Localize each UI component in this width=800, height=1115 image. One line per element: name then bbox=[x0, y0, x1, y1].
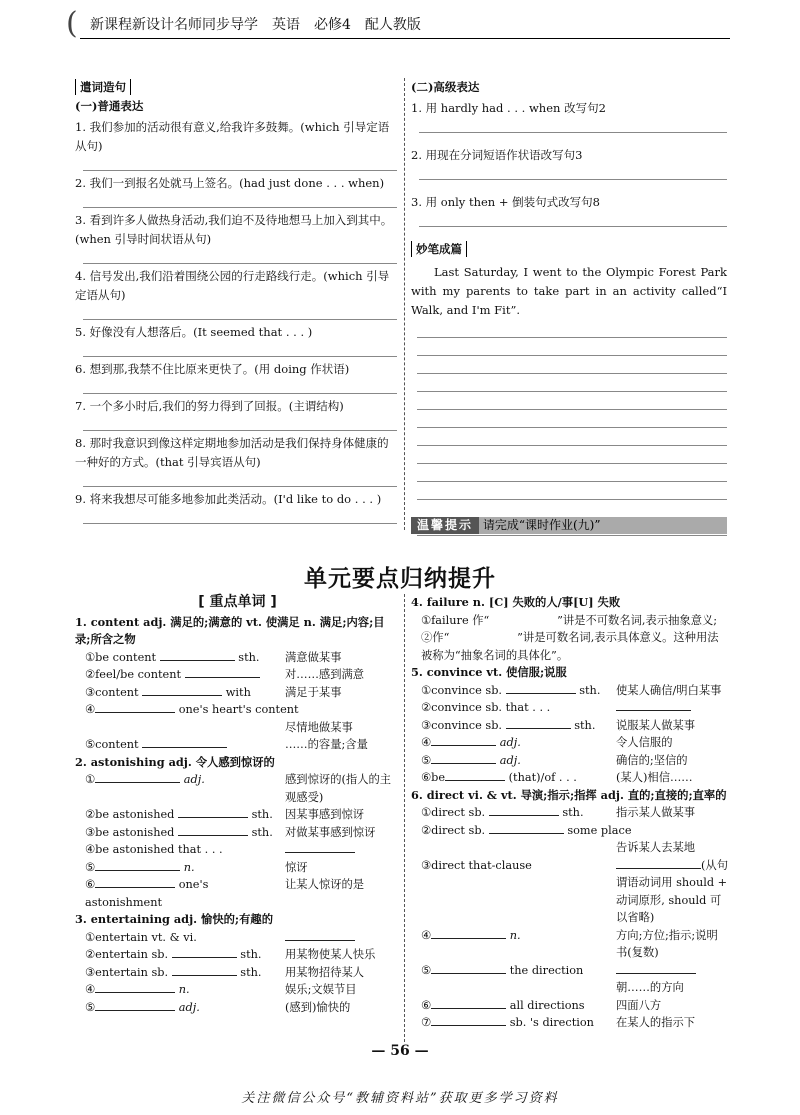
word-head: 6. direct vi. & vt. 导演;指示;指挥 adj. 直的;直接的;直率的 bbox=[411, 787, 727, 802]
exercise-item: 1. 我们参加的活动很有意义,给我许多鼓舞。(which 引导定语从句) bbox=[75, 120, 390, 153]
word-row: ②direct sb. some place bbox=[421, 823, 632, 837]
exercise-item: 9. 将来我想尽可能多地参加此类活动。(I'd like to do . . . ) bbox=[75, 492, 382, 506]
answer-line[interactable] bbox=[83, 342, 397, 357]
column-divider bbox=[404, 78, 405, 530]
word-row: ⑥ one's astonishment 让某人惊讶的是 bbox=[85, 878, 365, 909]
word-row: ②convince sb. that . . . bbox=[411, 699, 729, 717]
blank[interactable] bbox=[95, 999, 175, 1011]
header-bracket: ( bbox=[66, 6, 78, 41]
blank[interactable] bbox=[160, 649, 235, 661]
advanced-expression-section bbox=[411, 78, 727, 536]
essay-line[interactable] bbox=[417, 482, 727, 500]
word-row: ⑥be (that)/of . . . (某人)相信…… bbox=[421, 771, 693, 784]
essay-line[interactable] bbox=[417, 464, 727, 482]
word-line: ①failure 作“ ”讲是不可数名词,表示抽象意义; bbox=[421, 613, 718, 627]
answer-line[interactable] bbox=[83, 379, 397, 394]
word-row: ⑦ sb. 's direction 在某人的指示下 bbox=[421, 1016, 696, 1029]
sentence-building-section bbox=[75, 78, 397, 527]
essay-line[interactable] bbox=[417, 446, 727, 464]
column-divider bbox=[404, 594, 405, 1042]
essay-line[interactable] bbox=[417, 320, 727, 338]
blank[interactable] bbox=[616, 857, 701, 869]
tip-banner bbox=[411, 517, 727, 534]
word-row: ②feel/be content 对……感到满意 bbox=[85, 668, 365, 681]
blank[interactable] bbox=[489, 804, 559, 816]
blank[interactable] bbox=[172, 964, 237, 976]
answer-line[interactable] bbox=[83, 156, 397, 171]
page-header: 新课程新设计名师同步导学 英语 必修4 配人教版 bbox=[90, 17, 421, 33]
unit-title: 单元要点归纳提升 bbox=[304, 566, 496, 592]
word-row: ①convince sb. sth. 使某人确信/明白某事 bbox=[421, 683, 722, 697]
exercise-item: 6. 想到那,我禁不住比原来更快了。(用 doing 作状语) bbox=[75, 362, 350, 376]
blank[interactable] bbox=[431, 962, 506, 974]
blank[interactable] bbox=[489, 822, 564, 834]
word-head: 3. entertaining adj. 愉快的;有趣的 bbox=[75, 912, 273, 926]
word-row: ③direct that-clause (从句谓语动词用 should + 动词原形, should 可以省略) bbox=[421, 858, 729, 924]
blank[interactable] bbox=[178, 806, 248, 818]
tip-label: 温馨提示 bbox=[411, 517, 479, 534]
word-row: 告诉某人去某地 bbox=[616, 841, 696, 854]
word-row: ③convince sb. sth. 说服某人做某事 bbox=[421, 718, 696, 732]
word-row: ③content with 满足于某事 bbox=[85, 685, 342, 699]
exercise-item: 8. 那时我意识到像这样定期地参加活动是我们保持身体健康的一种好的方式。(that 引导宾语从句) bbox=[75, 436, 389, 469]
word-row: ⑤ adj. (感到)愉快的 bbox=[85, 1000, 351, 1014]
word-row: ⑤ adj. 确信的;坚信的 bbox=[421, 753, 688, 767]
word-row: ⑥ all directions 四面八方 bbox=[421, 998, 662, 1012]
exercise-item: 3. 看到许多人做热身活动,我们迫不及待地想马上加入到其中。(when 引导时间状语从句) bbox=[75, 213, 393, 246]
exercise-item: 1. 用 hardly had . . . when 改写句2 bbox=[411, 101, 606, 115]
word-head: 4. failure n. [C] 失败的人/事[U] 失败 bbox=[411, 595, 621, 609]
word-row: 朝……的方向 bbox=[616, 981, 684, 994]
exercise-item: 3. 用 only then + 倒装句式改写句8 bbox=[411, 195, 600, 209]
sub-title-normal: (一)普通表达 bbox=[75, 99, 144, 113]
essay-line[interactable] bbox=[417, 500, 727, 518]
keywords-right-column bbox=[411, 594, 729, 1032]
blank[interactable] bbox=[95, 876, 175, 888]
blank[interactable] bbox=[178, 824, 248, 836]
word-row: ③entertain sb. sth. 用某物招待某人 bbox=[85, 965, 365, 979]
answer-line[interactable] bbox=[83, 249, 397, 264]
box-title-sentence-building: 遣词造句 bbox=[75, 79, 131, 95]
word-row: ④ n. 娱乐;文娱节目 bbox=[85, 983, 357, 996]
keywords-left-column bbox=[75, 594, 400, 1016]
tip-text: 请完成“课时作业(九)” bbox=[482, 518, 601, 532]
answer-line[interactable] bbox=[83, 193, 397, 208]
word-row: ③be astonished sth. 对做某事感到惊讶 bbox=[85, 825, 376, 839]
word-row: ④ n. 方向;方位;指示;说明书(复数) bbox=[421, 928, 718, 959]
blank[interactable] bbox=[506, 682, 576, 694]
word-line: ②作“ ”讲是可数名词,表示具体意义。这种用法被称为“抽象名词的具体化”。 bbox=[421, 631, 719, 662]
word-head: 5. convince vt. 使信服;说服 bbox=[411, 665, 567, 679]
blank[interactable] bbox=[431, 927, 506, 939]
exercise-item: 4. 信号发出,我们沿着围绕公园的行走路线行走。(which 引导定语从句) bbox=[75, 269, 390, 302]
essay-line[interactable] bbox=[417, 356, 727, 374]
sub-title-advanced: (二)高级表达 bbox=[411, 80, 480, 94]
word-row: ⑤content ……的容量;含量 bbox=[85, 738, 368, 751]
word-row: ⑤ the direction bbox=[411, 962, 729, 980]
essay-line[interactable] bbox=[417, 392, 727, 410]
word-row: ⑤ n. 惊讶 bbox=[85, 860, 308, 874]
keywords-title: [ 重点单词 ] bbox=[198, 594, 277, 610]
word-row: ②be astonished sth. 因某事感到惊讶 bbox=[85, 808, 365, 821]
essay-line[interactable] bbox=[417, 410, 727, 428]
essay-line[interactable] bbox=[417, 428, 727, 446]
blank[interactable] bbox=[431, 1014, 506, 1026]
blank[interactable] bbox=[506, 717, 571, 729]
word-head: 2. astonishing adj. 令人感到惊讶的 bbox=[75, 754, 275, 769]
page-number: — 56 — bbox=[371, 1043, 429, 1059]
box-title-writing: 妙笔成篇 bbox=[411, 241, 467, 257]
word-row: ① adj. 感到惊讶的(指人的主观感受) bbox=[85, 773, 392, 804]
answer-line[interactable] bbox=[419, 212, 727, 227]
answer-line[interactable] bbox=[83, 472, 397, 487]
blank[interactable] bbox=[95, 701, 175, 713]
blank[interactable] bbox=[285, 841, 355, 853]
blank[interactable] bbox=[185, 666, 260, 678]
answer-line[interactable] bbox=[83, 305, 397, 320]
word-row: ①direct sb. sth. 指示某人做某事 bbox=[421, 806, 696, 819]
exercise-item: 2. 我们一到报名处就马上签名。(had just done . . . when) bbox=[75, 176, 385, 190]
blank[interactable] bbox=[431, 734, 496, 746]
header-rule bbox=[80, 38, 730, 39]
word-row: ①be content sth. 满意做某事 bbox=[85, 650, 342, 664]
blank[interactable] bbox=[95, 859, 180, 871]
blank[interactable] bbox=[142, 684, 222, 696]
word-row: ④be astonished that . . . bbox=[75, 841, 400, 859]
exercise-item: 5. 好像没有人想落后。(It seemed that . . . ) bbox=[75, 325, 313, 339]
blank[interactable] bbox=[95, 771, 180, 783]
essay-line[interactable] bbox=[417, 374, 727, 392]
blank[interactable] bbox=[285, 929, 355, 941]
word-row: ④ one's heart's content bbox=[85, 703, 299, 716]
word-row: ④ adj. 令人信服的 bbox=[421, 736, 673, 749]
answer-line[interactable] bbox=[419, 165, 727, 180]
footer-note: 关注微信公众号“教辅资料站”获取更多学习资料 bbox=[241, 1091, 559, 1106]
exercise-item: 2. 用现在分词短语作状语改写句3 bbox=[411, 148, 583, 162]
essay-opening: Last Saturday, I went to the Olympic Forest Park with my parents to take part in an activity called“I Walk, and I'm Fit”. bbox=[411, 265, 727, 317]
word-row: ②entertain sb. sth. 用某物使某人快乐 bbox=[85, 948, 376, 961]
word-row: ①entertain vt. & vi. bbox=[75, 929, 400, 947]
exercise-item: 7. 一个多小时后,我们的努力得到了回报。(主谓结构) bbox=[75, 399, 344, 413]
blank[interactable] bbox=[616, 962, 696, 974]
blank[interactable] bbox=[431, 997, 506, 1009]
answer-line[interactable] bbox=[83, 416, 397, 431]
blank[interactable] bbox=[431, 752, 496, 764]
word-row: 尽情地做某事 bbox=[285, 720, 353, 734]
blank[interactable] bbox=[95, 981, 175, 993]
blank[interactable] bbox=[142, 736, 227, 748]
blank[interactable] bbox=[172, 946, 237, 958]
answer-line[interactable] bbox=[419, 118, 727, 133]
word-head: 1. content adj. 满足的;满意的 vt. 使满足 n. 满足;内容;目录;所含之物 bbox=[75, 614, 385, 646]
essay-line[interactable] bbox=[417, 338, 727, 356]
blank[interactable] bbox=[445, 769, 505, 781]
blank[interactable] bbox=[616, 699, 691, 711]
answer-line[interactable] bbox=[83, 509, 397, 524]
